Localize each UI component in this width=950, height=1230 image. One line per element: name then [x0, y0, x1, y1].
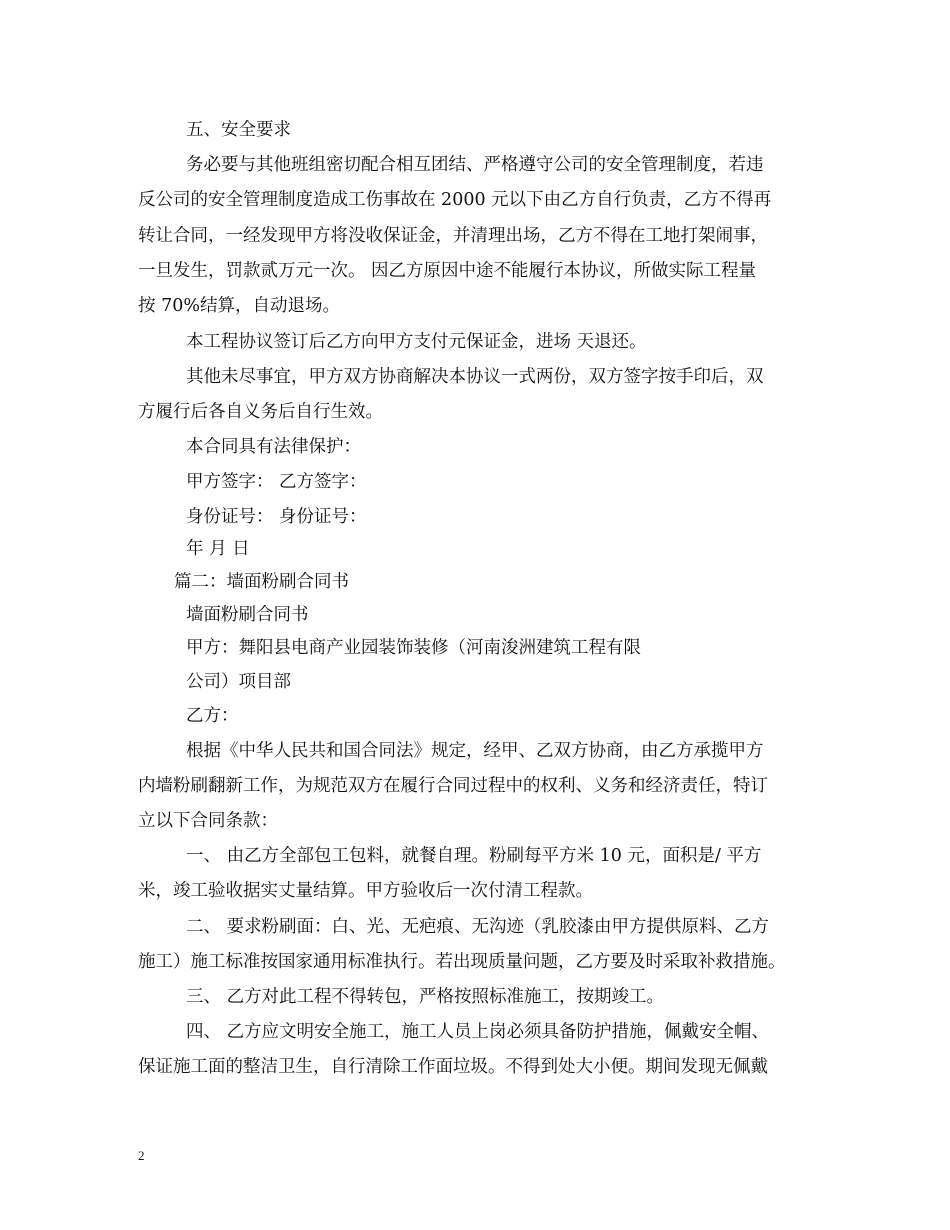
text-line: 施工）施工标准按国家通用标准执行。若出现质量问题，乙方要及时采取补救措施。: [138, 952, 786, 972]
section-heading: 篇二：墙面粉刷合同书: [174, 572, 349, 592]
text-line: 三、 乙方对此工程不得转包，严格按照标准施工，按期竣工。: [186, 987, 665, 1007]
text-line: 公司）项目部: [186, 672, 291, 692]
text-line: 保证施工面的整洁卫生，自行清除工作面垃圾。不得到处大小便。期间发现无佩戴: [138, 1057, 768, 1077]
text-line: 年 月 日: [186, 539, 250, 559]
text-line: 一、 由乙方全部包工包料，就餐自理。粉刷每平方米 10 元，面积是/ 平方: [186, 846, 762, 866]
text-line: 方履行后各自义务后自行生效。: [138, 402, 383, 422]
page-number: 2: [138, 1148, 145, 1163]
contract-title: 墙面粉刷合同书: [186, 605, 309, 625]
text-line: 本合同具有法律保护：: [186, 437, 361, 457]
text-line: 本工程协议签订后乙方向甲方支付元保证金，进场 天退还。: [186, 332, 647, 352]
text-line: 反公司的安全管理制度造成工伤事故在 2000 元以下由乙方自行负责，乙方不得再: [138, 190, 772, 210]
text-line: 身份证号： 身份证号：: [186, 507, 367, 527]
text-line: 根据《中华人民共和国合同法》规定，经甲、乙双方协商，由乙方承揽甲方: [186, 741, 764, 761]
text-line: 四、 乙方应文明安全施工，施工人员上岗必须具备防护措施，佩戴安全帽、: [186, 1022, 770, 1042]
text-line: 甲方签字： 乙方签字：: [186, 472, 367, 492]
text-line: 内墙粉刷翻新工作，为规范双方在履行合同过程中的权利、义务和经济责任，特订: [138, 776, 768, 796]
text-line: 二、 要求粉刷面：白、光、无疤痕、无沟迹（乳胶漆由甲方提供原料、乙方: [186, 917, 770, 937]
text-line: 米，竣工验收据实丈量结算。甲方验收后一次付清工程款。: [138, 881, 593, 901]
text-line: 一旦发生，罚款贰万元一次。 因乙方原因中途不能履行本协议，所做实际工程量: [138, 261, 757, 281]
text-line: 甲方：舞阳县电商产业园装饰装修（河南浚洲建筑工程有限: [186, 638, 641, 658]
text-line: 立以下合同条款：: [138, 811, 278, 831]
text-line: 务必要与其他班组密切配合相互团结、严格遵守公司的安全管理制度，若违: [186, 155, 764, 175]
text-line: 五、安全要求: [186, 120, 291, 140]
text-line: 按 70%结算，自动退场。: [138, 296, 340, 316]
text-line: 乙方：: [186, 706, 239, 726]
text-line: 其他未尽事宜，甲方双方协商解决本协议一式两份，双方签字按手印后，双: [186, 367, 764, 387]
text-line: 转让合同，一经发现甲方将没收保证金，并清理出场，乙方不得在工地打架闹事，: [138, 226, 768, 246]
